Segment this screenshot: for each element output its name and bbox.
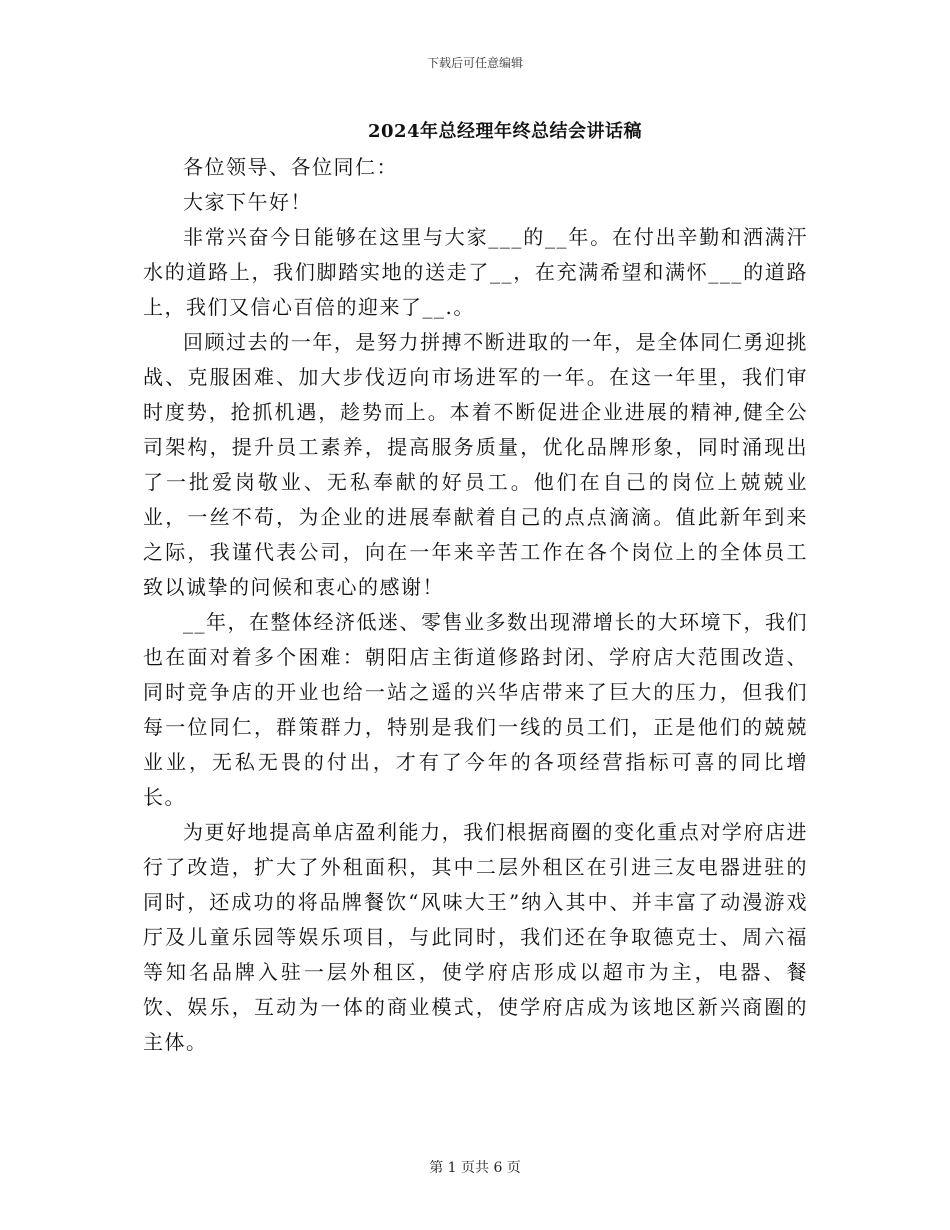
- body-paragraph: 非常兴奋今日能够在这里与大家___的__年。在付出辛勤和洒满汗水的道路上，我们脚踏实地的送走了__，在充满希望和满怀___的道路上，我们又信心百倍的迎来了__.。: [143, 225, 808, 319]
- document-body: [143, 150, 808, 1060]
- salutation-paragraph: 各位领导、各位同仁：: [183, 155, 398, 179]
- document-title: 2024年总经理年终总结会讲话稿: [367, 121, 643, 142]
- body-paragraph: 回顾过去的一年，是努力拼搏不断进取的一年，是全体同仁勇迎挑战、克服困难、加大步伐迈向市场进军的一年。在这一年里，我们审时度势，抢抓机遇，趁势而上。本着不断促进企业进展的精神,健全公司架构，提升员工素养，提高服务质量，优化品牌形象，同时涌现出了一批爱岗敬业、无私奉献的好员工。他们在自己的岗位上兢兢业业，一丝不苟，为企业的进展奉献着自己的点点滴滴。值此新年到来之际，我谨代表公司，向在一年来辛苦工作在各个岗位上的全体员工致以诚挚的问候和衷心的感谢！: [143, 330, 808, 599]
- page-number-footer: 第 1 页共 6 页: [429, 1160, 521, 1176]
- body-paragraph: 为更好地提高单店盈利能力，我们根据商圈的变化重点对学府店进行了改造，扩大了外租面积，其中二层外租区在引进三友电器进驻的同时，还成功的将品牌餐饮“风味大王”纳入其中、并丰富了动漫游戏厅及儿童乐园等娱乐项目，与此同时，我们还在争取德克士、周六福等知名品牌入驻一层外租区，使学府店形成以超市为主，电器、餐饮、娱乐，互动为一体的商业模式，使学府店成为该地区新兴商圈的主体。: [143, 820, 808, 1054]
- greeting-paragraph: 大家下午好！: [183, 190, 312, 214]
- body-paragraph: __年，在整体经济低迷、零售业多数出现滞增长的大环境下，我们也在面对着多个困难：朝阳店主街道修路封闭、学府店大范围改造、同时竞争店的开业也给一站之遥的兴华店带来了巨大的压力，但我们每一位同仁，群策群力，特别是我们一线的员工们，正是他们的兢兢业业，无私无畏的付出，才有了今年的各项经营指标可喜的同比增长。: [143, 610, 808, 809]
- header-note: 下载后可任意编辑: [426, 56, 523, 70]
